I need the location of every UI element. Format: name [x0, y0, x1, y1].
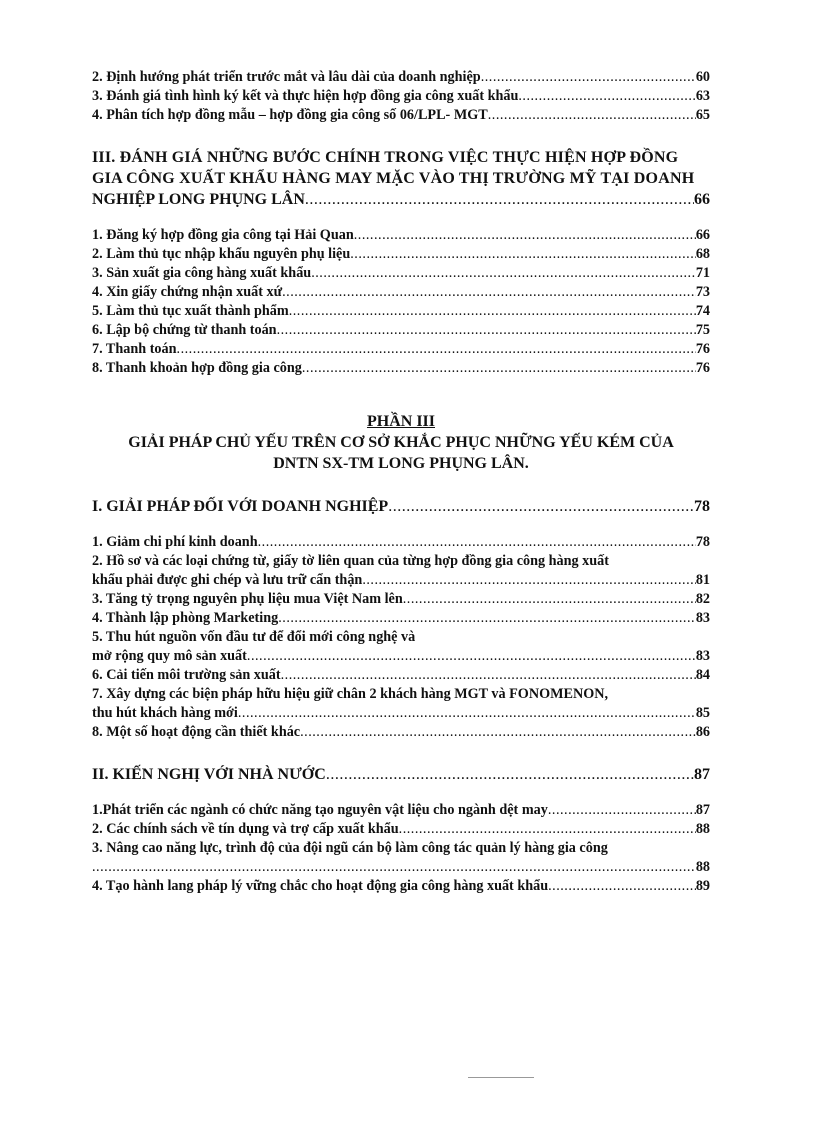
dot-leader — [481, 68, 696, 87]
section-i-page: 78 — [694, 498, 710, 515]
toc-entry-title: 3. Đánh giá tình hình ký kết và thực hiện hợp đồng gia công xuất khẩu — [92, 88, 519, 104]
dot-leader — [300, 723, 696, 742]
toc-entry[interactable] — [92, 321, 710, 340]
toc-entry-title: 8. Thanh khoản hợp đồng gia công — [92, 360, 302, 376]
toc-entry[interactable] — [92, 723, 710, 742]
section-ii-page: 87 — [694, 766, 710, 783]
section-iii-title-line2: GIA CÔNG XUẤT KHẨU HÀNG MAY MẶC VÀO THỊ TRƯỜNG MỸ TẠI DOANH — [92, 170, 695, 187]
dot-leader — [548, 801, 696, 820]
dot-leader — [258, 533, 696, 552]
toc-entry-title: 1. Giảm chi phí kinh doanh — [92, 534, 258, 550]
toc-entry-page: 75 — [695, 322, 710, 338]
toc-entry-page: 66 — [695, 227, 710, 243]
toc-entry[interactable] — [92, 666, 710, 685]
toc-entry[interactable] — [92, 283, 710, 302]
toc-entry-title: 4. Thành lập phòng Marketing — [92, 610, 279, 626]
dot-leader — [488, 106, 696, 125]
section-ii-heading[interactable] — [92, 764, 710, 785]
toc-entry[interactable] — [92, 858, 710, 877]
dot-leader — [354, 226, 696, 245]
section-iii-page: 66 — [694, 191, 710, 208]
dot-leader — [362, 571, 696, 590]
toc-entry-page: 86 — [695, 724, 710, 740]
dot-leader — [302, 359, 696, 378]
toc-entry-title: 8. Một số hoạt động cần thiết khác — [92, 724, 301, 740]
part-label: PHẦN III — [366, 413, 435, 430]
dot-leader — [326, 764, 694, 785]
toc-entry-title-line1: 7. Xây dựng các biện pháp hữu hiệu giữ chân 2 khách hàng MGT và FONOMENON, — [92, 686, 609, 702]
toc-entry-page: 76 — [695, 341, 710, 357]
dot-leader — [399, 820, 696, 839]
dot-leader — [388, 496, 694, 517]
toc-entry[interactable] — [92, 226, 710, 245]
toc-entry-title-line1: 5. Thu hút nguồn vốn đầu tư để đổi mới công nghệ và — [92, 629, 416, 645]
toc-entry[interactable] — [92, 245, 710, 264]
toc-entry-title: 1.Phát triển các ngành có chức năng tạo nguyên vật liệu cho ngành dệt may — [92, 802, 548, 818]
toc-entry-title: 5. Làm thủ tục xuất thành phẩm — [92, 303, 289, 319]
toc-entry[interactable] — [92, 820, 710, 839]
toc-entry-page: 82 — [695, 591, 710, 607]
dot-leader — [289, 302, 696, 321]
dot-leader — [311, 264, 696, 283]
toc-entry[interactable] — [92, 647, 710, 666]
toc-entry-page: 85 — [695, 705, 710, 721]
toc-entry-page: 81 — [695, 572, 710, 588]
toc-entry-title: 4. Xin giấy chứng nhận xuất xứ — [92, 284, 283, 300]
toc-entry[interactable] — [92, 68, 710, 87]
section-i-title: I. GIẢI PHÁP ĐỐI VỚI DOANH NGHIỆP — [92, 498, 389, 515]
toc-entry[interactable] — [92, 590, 710, 609]
section-i-heading[interactable] — [92, 496, 710, 517]
toc-entry-title-line2: mở rộng quy mô sản xuất — [92, 648, 247, 664]
toc-entry-page: 89 — [695, 878, 710, 894]
toc-entry[interactable] — [92, 87, 710, 106]
toc-page — [92, 68, 710, 896]
toc-entry-title: 3. Tăng tỷ trọng nguyên phụ liệu mua Việt Nam lên — [92, 591, 403, 607]
dot-leader — [548, 877, 696, 896]
toc-entry-title-line2: thu hút khách hàng mới — [92, 705, 238, 721]
dot-leader — [403, 590, 696, 609]
dot-leader — [278, 609, 696, 628]
section-ii-title: II. KIẾN NGHỊ VỚI NHÀ NƯỚC — [92, 766, 326, 783]
toc-entry[interactable] — [92, 533, 710, 552]
toc-entry-page: 71 — [695, 265, 710, 281]
toc-entry-title: 4. Tạo hành lang pháp lý vững chắc cho hoạt động gia công hàng xuất khẩu — [92, 878, 549, 894]
dot-leader — [281, 666, 696, 685]
dot-leader — [277, 321, 696, 340]
toc-entry[interactable] — [92, 340, 710, 359]
toc-entry-page: 83 — [695, 610, 710, 626]
toc-entry-page: 63 — [695, 88, 710, 104]
dot-leader — [350, 245, 696, 264]
toc-entry-page: 84 — [695, 667, 710, 683]
dot-leader — [247, 647, 696, 666]
toc-entry[interactable] — [92, 302, 710, 321]
toc-entry-title-line2: khẩu phải được ghi chép và lưu trữ cẩn thận — [92, 572, 363, 588]
section-iii-heading[interactable] — [92, 189, 710, 210]
toc-entry-title: 4. Phân tích hợp đồng mẫu – hợp đồng gia công số 06/LPL- MGT — [92, 107, 488, 123]
part-title-line1: GIẢI PHÁP CHỦ YẾU TRÊN CƠ SỞ KHẮC PHỤC NHỮNG YẾU KÉM CỦA — [128, 434, 674, 451]
toc-entry-page: 74 — [695, 303, 710, 319]
section-iii-title-line1: III. ĐÁNH GIÁ NHỮNG BƯỚC CHÍNH TRONG VIỆC THỰC HIỆN HỢP ĐỒNG — [92, 149, 679, 166]
toc-entry-title: 2. Các chính sách về tín dụng và trợ cấp xuất khẩu — [92, 821, 399, 837]
toc-entry[interactable] — [92, 801, 710, 820]
dot-leader — [238, 704, 696, 723]
toc-entry-page: 88 — [695, 821, 710, 837]
dot-leader — [92, 858, 696, 877]
part-title-line2: DNTN SX-TM LONG PHỤNG LÂN. — [273, 455, 529, 472]
toc-entry-title: 7. Thanh toán — [92, 341, 177, 357]
toc-entry-page: 60 — [695, 69, 710, 85]
toc-entry-page: 78 — [695, 534, 710, 550]
dot-leader — [305, 189, 694, 210]
dot-leader — [177, 340, 696, 359]
toc-entry-page: 68 — [695, 246, 710, 262]
toc-entry-title: 1. Đăng ký hợp đồng gia công tại Hải Quan — [92, 227, 354, 243]
toc-entry-page: 76 — [695, 360, 710, 376]
toc-entry[interactable] — [92, 704, 710, 723]
toc-entry-page: 65 — [695, 107, 710, 123]
toc-entry-title: 2. Định hướng phát triển trước mắt và lâu dài của doanh nghiệp — [92, 69, 481, 85]
toc-entry[interactable] — [92, 571, 710, 590]
toc-entry-page: 83 — [695, 648, 710, 664]
toc-entry[interactable] — [92, 359, 710, 378]
dot-leader — [518, 87, 695, 106]
toc-entry[interactable] — [92, 877, 710, 896]
toc-entry[interactable] — [92, 106, 710, 125]
toc-entry[interactable] — [92, 609, 710, 628]
toc-entry-title: 3. Sản xuất gia công hàng xuất khẩu — [92, 265, 312, 281]
toc-entry-page: 87 — [695, 802, 710, 818]
toc-entry-title-line1: 3. Nâng cao năng lực, trình độ của đội ngũ cán bộ làm công tác quản lý hàng gia công — [92, 840, 608, 856]
toc-entry-title: 6. Cải tiến môi trường sản xuất — [92, 667, 281, 683]
section-iii-title-line3: NGHIỆP LONG PHỤNG LÂN — [92, 191, 305, 208]
dot-leader — [282, 283, 696, 302]
toc-entry-title: 2. Làm thủ tục nhập khẩu nguyên phụ liệu — [92, 246, 351, 262]
footer-rule — [468, 1077, 534, 1078]
toc-entry-title: 6. Lập bộ chứng từ thanh toán — [92, 322, 277, 338]
toc-entry[interactable] — [92, 264, 710, 283]
toc-entry-page: 88 — [695, 859, 710, 875]
toc-entry-title-line1: 2. Hồ sơ và các loại chứng từ, giấy tờ liên quan của từng hợp đồng gia công hàng xuất — [92, 553, 609, 569]
toc-entry-page: 73 — [695, 284, 710, 300]
